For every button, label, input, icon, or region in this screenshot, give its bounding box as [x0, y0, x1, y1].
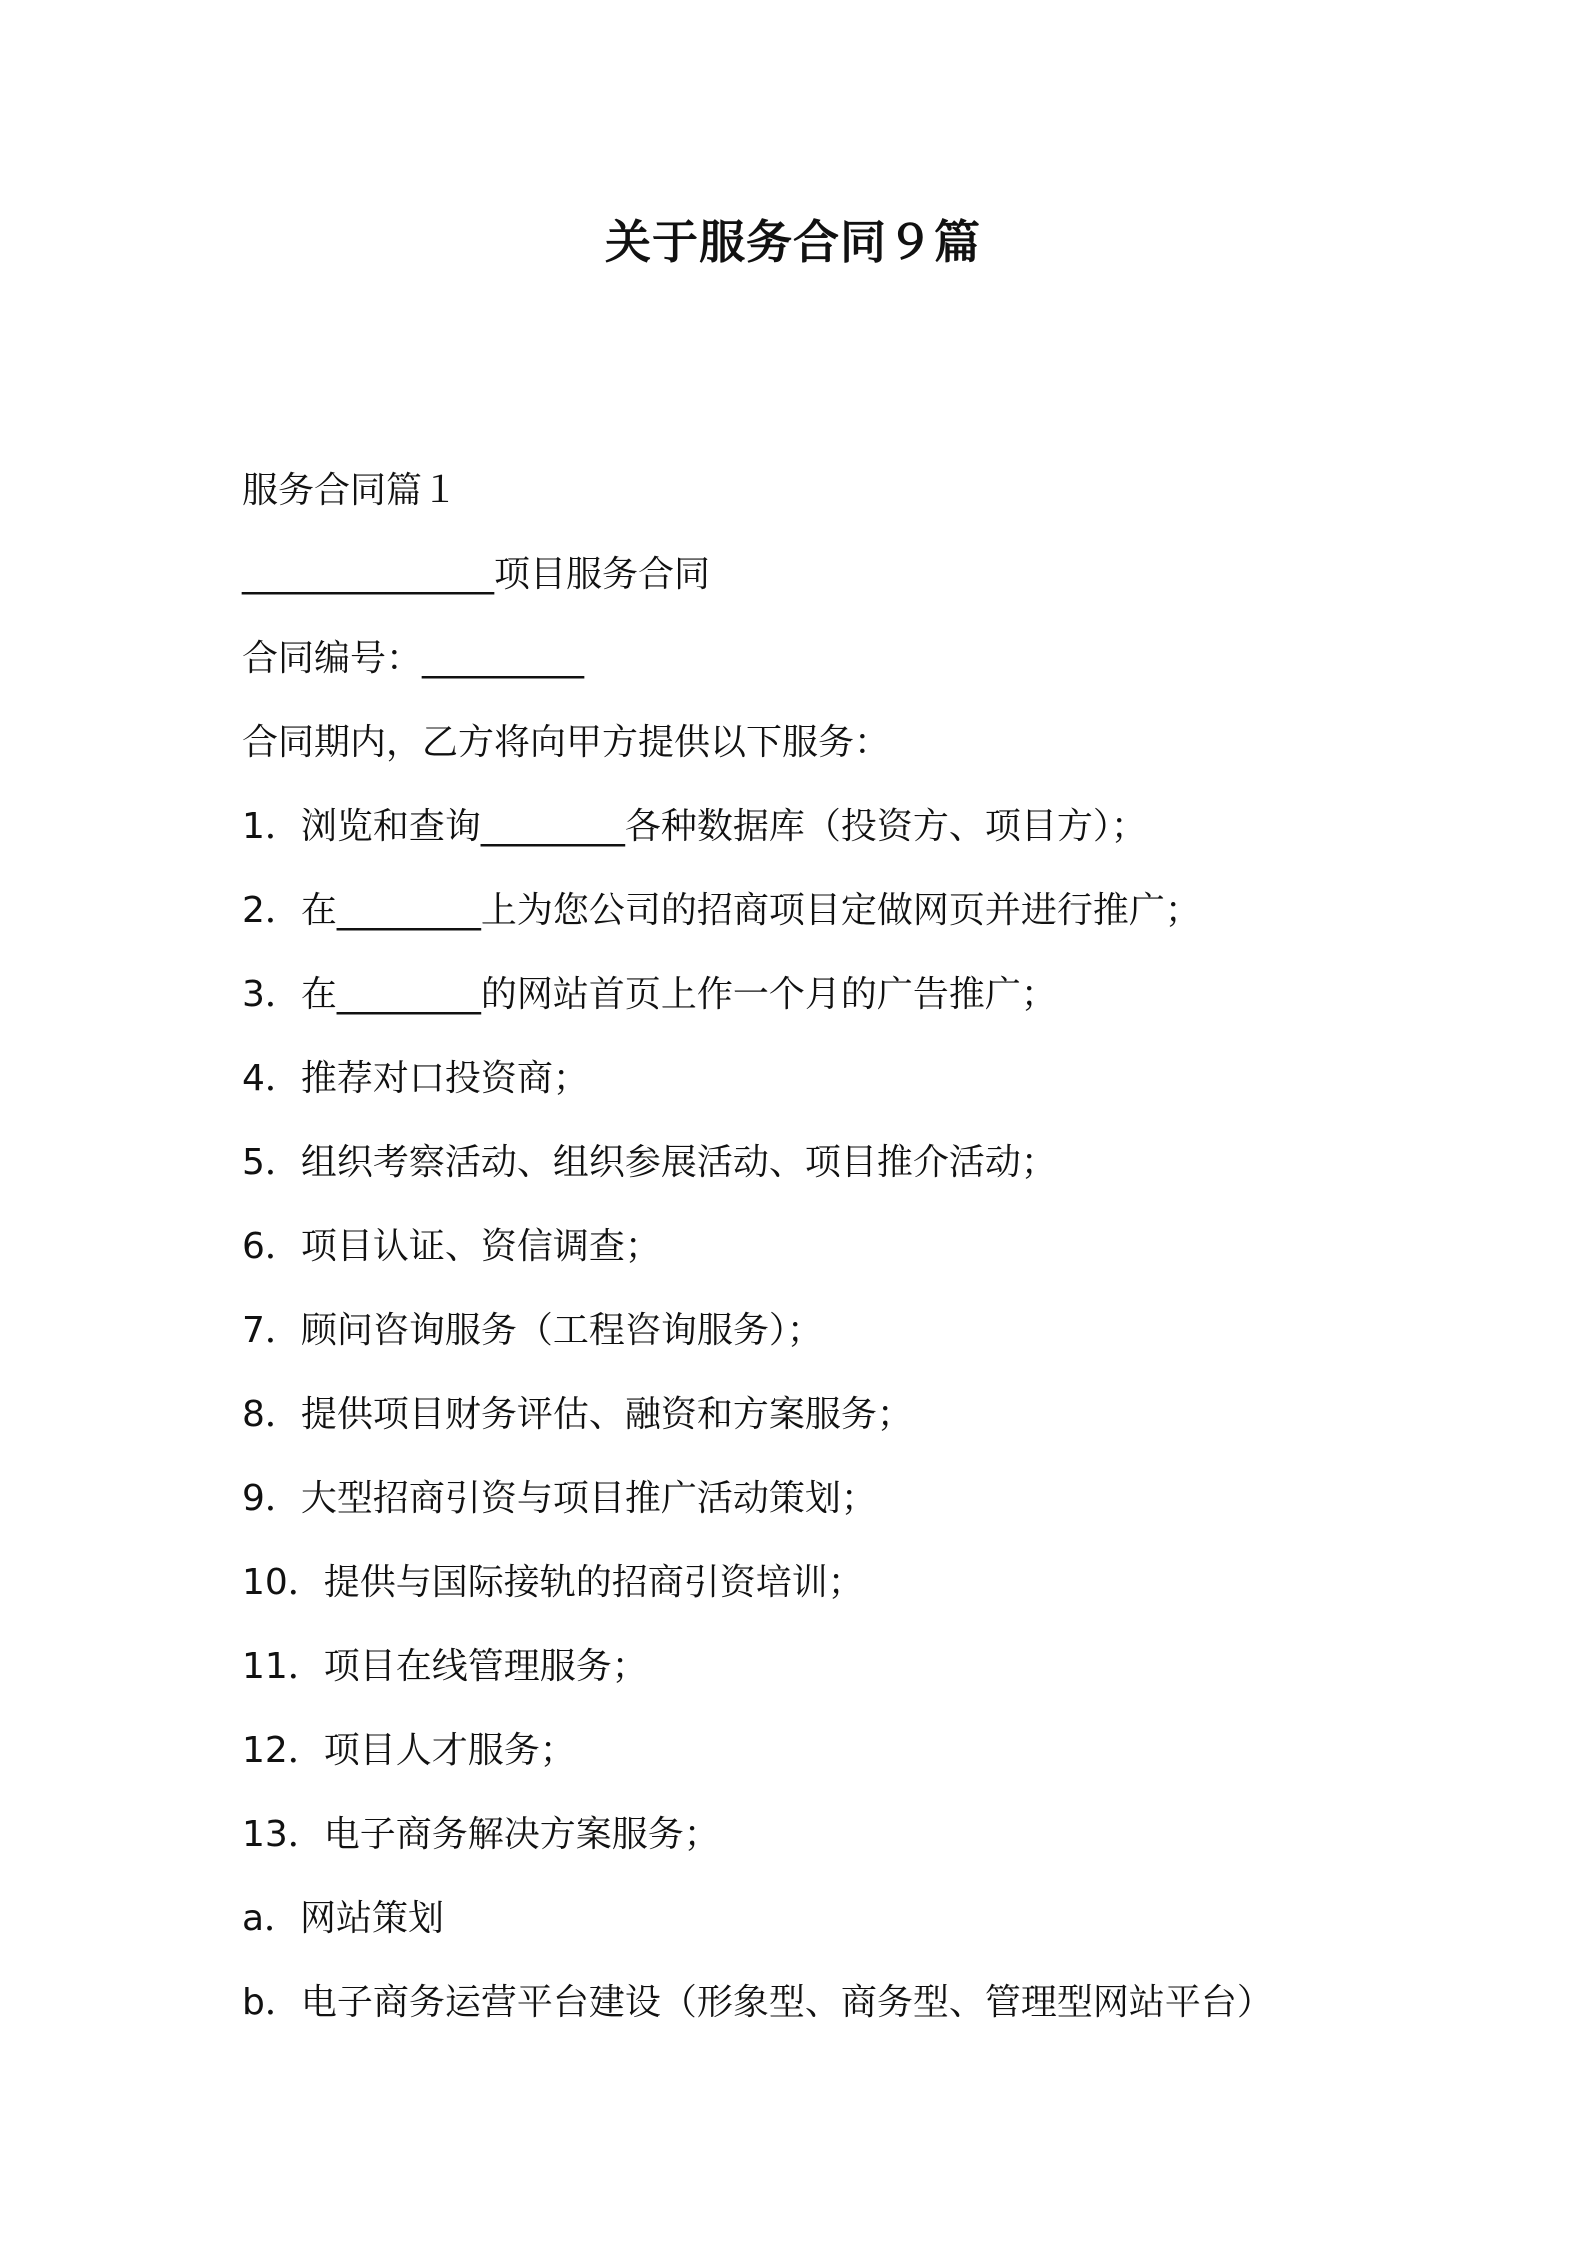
service-item-4: 4．推荐对口投资商； — [242, 1058, 589, 1099]
service-item-6: 6．项目认证、资信调查； — [242, 1226, 661, 1267]
contract-name-line: ______________项目服务合同 — [242, 554, 711, 595]
service-item-11: 11．项目在线管理服务； — [242, 1646, 648, 1687]
service-item-10: 10．提供与国际接轨的招商引资培训； — [242, 1562, 864, 1603]
service-item-9: 9．大型招商引资与项目推广活动策划； — [242, 1478, 877, 1519]
service-item-5: 5．组织考察活动、组织参展活动、项目推介活动； — [242, 1142, 1057, 1183]
sub-item-a: a．网站策划 — [242, 1898, 445, 1939]
service-item-8: 8．提供项目财务评估、融资和方案服务； — [242, 1394, 913, 1435]
document-body — [242, 449, 1422, 2045]
contract-number-line: 合同编号：_________ — [242, 638, 585, 679]
service-item-12: 12．项目人才服务； — [242, 1730, 576, 1771]
service-item-3: 3．在________的网站首页上作一个月的广告推广； — [242, 974, 1057, 1015]
intro-paragraph: 合同期内，乙方将向甲方提供以下服务： — [242, 722, 891, 763]
service-item-1: 1．浏览和查询________各种数据库（投资方、项目方）； — [242, 806, 1147, 847]
service-item-13: 13．电子商务解决方案服务； — [242, 1814, 720, 1855]
sub-item-b: b．电子商务运营平台建设（形象型、商务型、管理型网站平台） — [242, 1982, 1273, 2023]
section-heading: 服务合同篇１ — [242, 470, 459, 511]
service-item-7: 7．顾问咨询服务（工程咨询服务）； — [242, 1310, 823, 1351]
service-item-2: 2．在________上为您公司的招商项目定做网页并进行推广； — [242, 890, 1201, 931]
document-title: 关于服务合同９篇 — [605, 215, 981, 269]
